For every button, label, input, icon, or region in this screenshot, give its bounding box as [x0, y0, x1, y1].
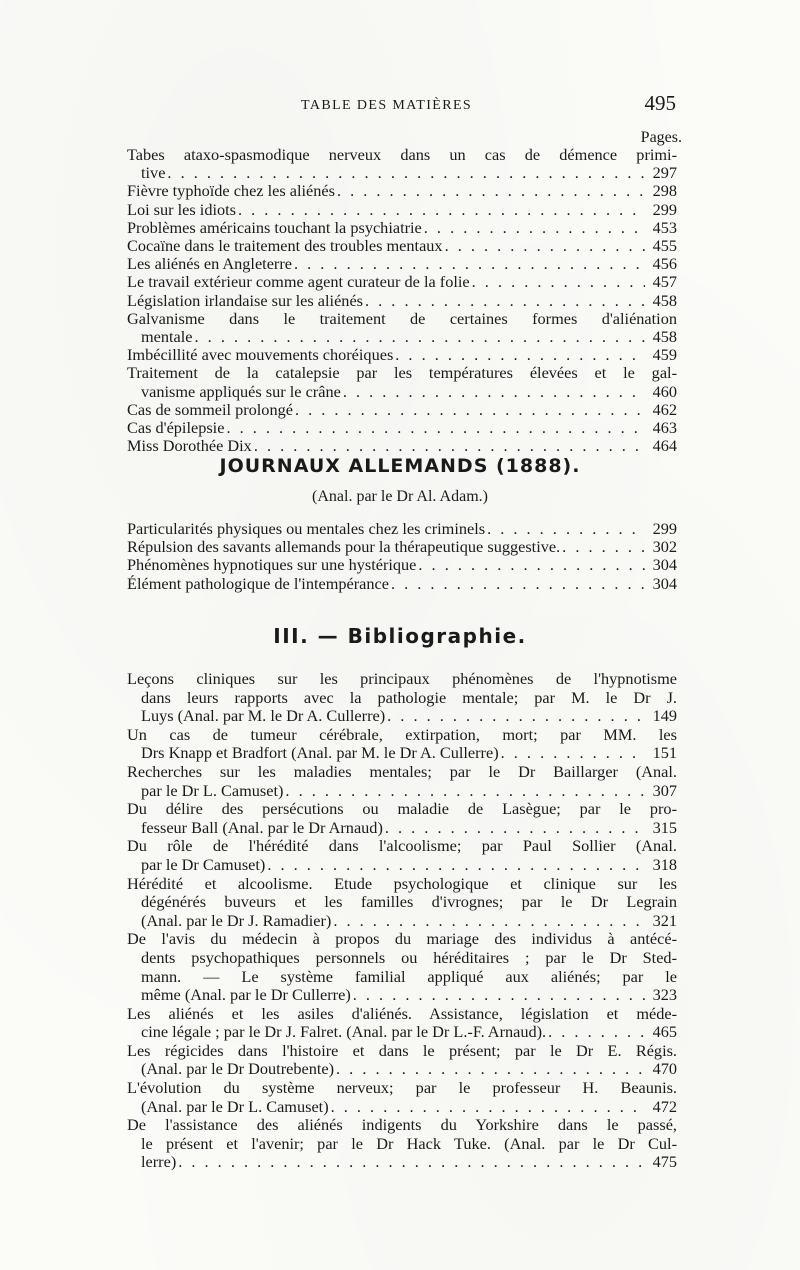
dot-leader [343, 383, 645, 401]
toc-entry-text: Particularités physiques ou mentales chez les criminels [127, 519, 486, 538]
dot-leader [238, 201, 645, 219]
toc-entry[interactable] [127, 401, 677, 419]
toc-entry[interactable] [127, 1079, 677, 1116]
toc-entry[interactable] [127, 273, 677, 291]
dot-leader [295, 401, 645, 419]
dot-leader [395, 346, 645, 364]
toc-page-number: 149 [652, 706, 677, 726]
toc-entry-text: Les aliénés et les asiles d'aliénés. Assistance, législation et méde- [127, 1003, 677, 1023]
toc-entry[interactable] [127, 364, 677, 400]
running-title: TABLE DES MATIÈRES [301, 98, 473, 113]
toc-page-number: 465 [652, 1022, 677, 1042]
running-header [126, 91, 676, 119]
toc-entry[interactable] [127, 763, 677, 800]
dot-leader [385, 819, 645, 838]
toc-entry[interactable] [127, 1042, 677, 1079]
toc-page-number: 151 [652, 743, 677, 763]
dot-leader [267, 856, 645, 875]
toc-entry-text: Imbécillité avec mouvements choréiques [127, 345, 394, 365]
dot-leader [195, 328, 645, 346]
toc-entry-text: cine légale ; par le Dr J. Falret. (Anal. par le Dr L.-F. Arnaud). [141, 1022, 547, 1042]
toc-entry-text: Recherches sur les maladies mentales; par le Dr Baillarger (Anal. [127, 761, 677, 781]
toc-page-number: 458 [652, 290, 677, 310]
dot-leader [387, 707, 645, 726]
toc-entry-text: Le travail extérieur comme agent curateur de la folie [127, 272, 470, 292]
dot-leader [337, 182, 645, 200]
dot-leader [226, 419, 645, 437]
section-heading-journaux-allemands: JOURNAUX ALLEMANDS (1888). [219, 455, 581, 477]
toc-entry-text: Traitement de la catalepsie par les températures élevées et le gal- [127, 363, 677, 383]
toc-entry[interactable] [127, 800, 677, 837]
toc-entry-text: Du rôle de l'hérédité dans l'alcoolisme; par Paul Sollier (Anal. [127, 836, 677, 856]
toc-entry-text: Galvanisme dans le traitement de certaines formes d'aliénation [127, 308, 677, 328]
toc-entry[interactable] [127, 237, 677, 255]
dot-leader [331, 1098, 645, 1117]
toc-entry[interactable] [127, 346, 677, 364]
section-heading-bibliographie: III. — Bibliographie. [273, 624, 527, 648]
toc-entry[interactable] [127, 292, 677, 310]
toc-page-number: 470 [652, 1059, 677, 1079]
toc-page-number: 456 [652, 254, 677, 274]
dot-leader [472, 273, 645, 291]
toc-entry-text: Loi sur les idiots [127, 199, 236, 219]
toc-entry-text: même (Anal. par le Dr Cullerre) [141, 985, 351, 1005]
dot-leader [487, 520, 645, 538]
toc-page-number: 299 [652, 199, 677, 219]
toc-page-number: 455 [652, 236, 677, 256]
toc-page-number: 304 [652, 555, 677, 575]
toc-entry-text: Miss Dorothée Dix [127, 436, 252, 456]
toc-page-number: 298 [652, 181, 677, 201]
toc-section-bibliographie [127, 670, 677, 1172]
toc-entry-text: fesseur Ball (Anal. par le Dr Arnaud) [141, 817, 383, 837]
toc-entry-text: lerre) [141, 1152, 177, 1172]
toc-page-number: 463 [652, 418, 677, 438]
dot-leader [391, 575, 645, 593]
dot-leader [254, 437, 645, 455]
dot-leader [548, 1023, 645, 1042]
toc-entry[interactable] [127, 255, 677, 273]
toc-entry[interactable] [127, 182, 677, 200]
dot-leader [501, 744, 645, 763]
dot-leader [285, 782, 645, 801]
dot-leader [336, 1060, 645, 1079]
toc-entry[interactable] [127, 556, 677, 574]
toc-entry-text: Leçons cliniques sur les principaux phénomènes de l'hypnotisme [127, 669, 677, 688]
toc-entry-text: (Anal. par le Dr Doutrebente) [141, 1059, 335, 1079]
dot-leader [418, 556, 645, 574]
toc-entry-text: Les régicides dans l'histoire et dans le présent; par le Dr E. Régis. [127, 1040, 677, 1060]
dot-leader [294, 255, 645, 273]
toc-page-number: 472 [652, 1096, 677, 1116]
toc-entry-text: le présent et l'avenir; par le Dr Hack Tuke. (Anal. par le Dr Cul- [141, 1133, 677, 1153]
toc-entry[interactable] [127, 1005, 677, 1042]
toc-entry-text: Un cas de tumeur cérébrale, extirpation, mort; par MM. les [127, 724, 677, 744]
toc-entry[interactable] [127, 146, 677, 182]
toc-entry[interactable] [127, 837, 677, 874]
toc-page-number: 462 [652, 399, 677, 419]
toc-entry[interactable] [127, 575, 677, 593]
toc-entry[interactable] [127, 930, 677, 1004]
toc-entry-text: par le Dr Camuset) [141, 854, 266, 874]
toc-page-number: 323 [652, 985, 677, 1005]
toc-entry-text: tive [141, 163, 166, 183]
toc-page-number: 304 [652, 573, 677, 593]
toc-entry-text: Drs Knapp et Bradfort (Anal. par M. le Dr A. Cullerre) [141, 743, 499, 763]
toc-page-number: 315 [652, 817, 677, 837]
toc-entry[interactable] [127, 419, 677, 437]
dot-leader [353, 986, 645, 1005]
toc-entry-text: par le Dr L. Camuset) [141, 780, 284, 800]
dot-leader [333, 912, 645, 931]
dot-leader [445, 237, 645, 255]
toc-entry-text: De l'avis du médecin à propos du mariage des individus à antécé- [127, 929, 677, 949]
toc-page-number: 302 [652, 537, 677, 557]
toc-entry-text: Luys (Anal. par M. le Dr A. Cullerre) [141, 706, 386, 726]
pages-column-label: Pages. [640, 129, 682, 146]
toc-entry-text: Législation irlandaise sur les aliénés [127, 290, 364, 310]
toc-entry[interactable] [127, 219, 677, 237]
toc-entry-text: (Anal. par le Dr L. Camuset) [141, 1096, 329, 1116]
toc-section-german-journals [127, 520, 677, 593]
toc-entry-text: mentale [141, 327, 193, 347]
toc-entry[interactable] [127, 1116, 677, 1172]
toc-entry-text: vanisme appliqués sur le crâne [141, 381, 341, 401]
toc-page-number: 297 [652, 163, 677, 183]
toc-entry[interactable] [127, 670, 677, 726]
toc-entry[interactable] [127, 520, 677, 538]
dot-leader [167, 164, 645, 182]
toc-entry-text: Les aliénés en Angleterre [127, 254, 292, 274]
toc-page-number: 475 [652, 1152, 677, 1172]
section-byline: (Anal. par le Dr Al. Adam.) [312, 488, 488, 505]
toc-entry[interactable] [127, 310, 677, 346]
toc-entry-text: dents psychopathiques personnels ou héréditaires ; par le Dr Sted- [141, 947, 677, 967]
dot-leader [365, 292, 645, 310]
toc-entry-text: Cas d'épilepsie [127, 418, 225, 438]
toc-entry[interactable] [127, 201, 677, 219]
dot-leader [562, 538, 645, 556]
toc-entry[interactable] [127, 437, 677, 455]
toc-page-number: 457 [652, 272, 677, 292]
toc-entry-text: De l'assistance des aliénés indigents du Yorkshire dans le passé, [127, 1115, 677, 1135]
toc-entry-text: Cocaïne dans le traitement des troubles mentaux [127, 236, 443, 256]
toc-entry-text: Fièvre typhoïde chez les aliénés [127, 181, 335, 201]
toc-entry-text: Élément pathologique de l'intempérance [127, 573, 389, 593]
toc-entry-text: L'évolution du système nerveux; par le professeur H. Beaunis. [127, 1078, 677, 1098]
toc-entry-text: Tabes ataxo-spasmodique nerveux dans un cas de démence primi- [127, 145, 677, 164]
toc-page-number: 464 [652, 436, 677, 456]
toc-page-number: 307 [652, 780, 677, 800]
toc-entry-text: dégénérés buveurs et les familles d'ivrognes; par le Dr Legrain [141, 892, 677, 912]
toc-entry-text: dans leurs rapports avec la pathologie mentale; par M. le Dr J. [141, 687, 677, 707]
dot-leader [424, 219, 645, 237]
toc-entry[interactable] [127, 875, 677, 931]
toc-page-number: 318 [652, 854, 677, 874]
dot-leader [178, 1153, 645, 1172]
toc-page-number: 458 [652, 327, 677, 347]
toc-entry-text: Répulsion des savants allemands pour la thérapeutique suggestive. [127, 537, 561, 557]
toc-entry-text: Problèmes américains touchant la psychiatrie [127, 217, 422, 237]
toc-page-number: 460 [652, 381, 677, 401]
toc-entry[interactable] [127, 538, 677, 556]
toc-section-american-journals [127, 146, 677, 455]
toc-entry-text: (Anal. par le Dr J. Ramadier) [141, 910, 332, 930]
toc-entry-text: Cas de sommeil prolongé [127, 399, 293, 419]
page-number: 495 [644, 91, 676, 115]
toc-entry-text: Phénomènes hypnotiques sur une hystérique [127, 555, 417, 575]
toc-entry[interactable] [127, 726, 677, 763]
toc-entry-text: Du délire des persécutions ou maladie de Lasègue; par le pro- [127, 799, 677, 819]
toc-page-number: 321 [652, 910, 677, 930]
toc-page-number: 459 [652, 345, 677, 365]
toc-entry-text: Hérédité et alcoolisme. Etude psychologique et clinique sur les [127, 873, 677, 893]
toc-page-number: 453 [652, 217, 677, 237]
toc-entry-text: mann. — Le système familial appliqué aux aliénés; par le [141, 966, 677, 986]
toc-page-number: 299 [652, 519, 677, 538]
